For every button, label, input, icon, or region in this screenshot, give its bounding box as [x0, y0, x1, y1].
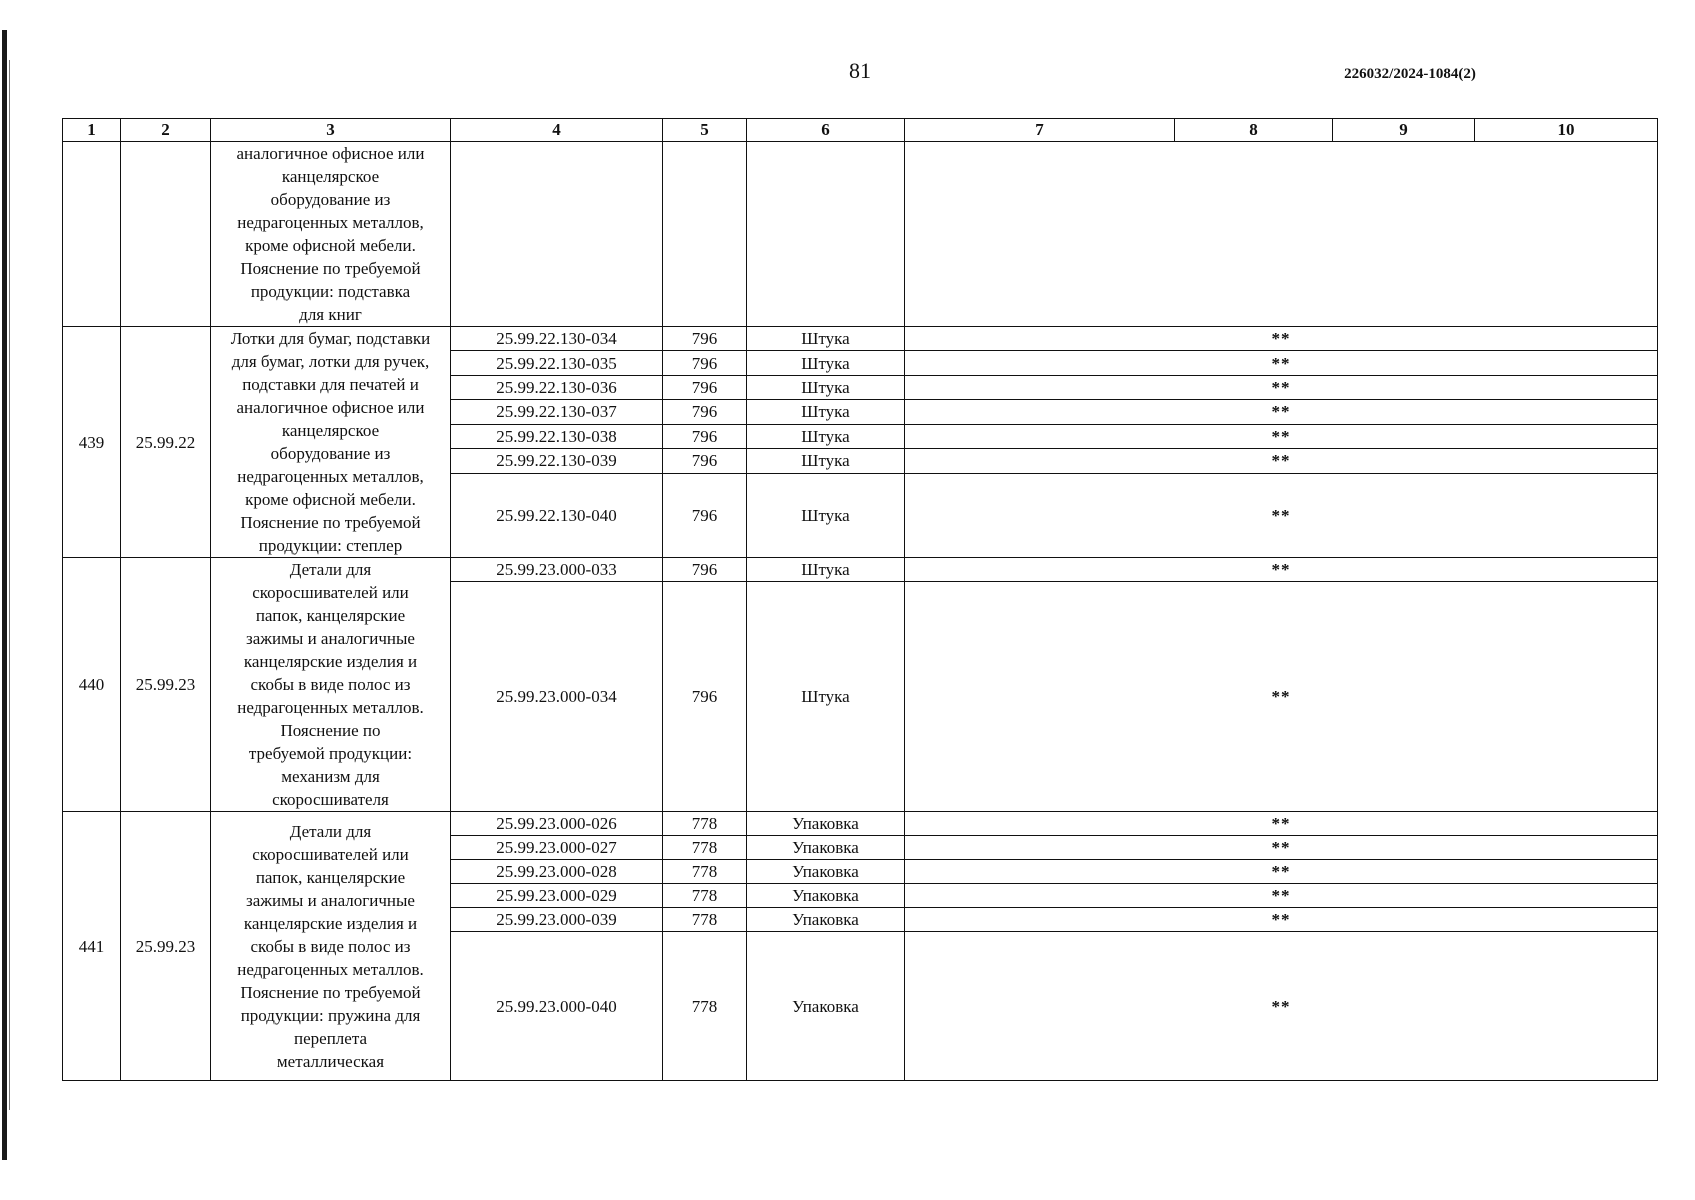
table-row [63, 812, 1658, 836]
okei-cell: 778 [663, 884, 747, 908]
num-cell: 441 [63, 812, 121, 1081]
okei-cell: 796 [663, 400, 747, 424]
code-cell: 25.99.23.000-034 [451, 582, 663, 812]
unit-cell: Штука [747, 327, 905, 351]
description-cell: Детали для скоросшивателей или папок, канцелярские зажимы и аналогичные канцелярские изделия и скобы в виде полос из недрагоценных металлов. Пояснение по требуемой продукции: механизм для скоросшивателя [211, 558, 451, 812]
okpd-cell: 25.99.23 [121, 558, 211, 812]
okpd-cell: 25.99.22 [121, 327, 211, 558]
code-cell: 25.99.23.000-027 [451, 836, 663, 860]
column-header: 6 [747, 119, 905, 142]
column-header: 5 [663, 119, 747, 142]
okei-cell: 778 [663, 860, 747, 884]
num-cell [63, 142, 121, 327]
column-header: 7 [905, 119, 1175, 142]
num-cell: 440 [63, 558, 121, 812]
unit-cell: Упаковка [747, 812, 905, 836]
characteristics-cell: ** [905, 375, 1658, 399]
okei-cell: 778 [663, 908, 747, 932]
code-cell: 25.99.23.000-026 [451, 812, 663, 836]
unit-cell: Штука [747, 582, 905, 812]
characteristics-cell: ** [905, 908, 1658, 932]
unit-cell: Упаковка [747, 860, 905, 884]
unit-cell: Штука [747, 400, 905, 424]
column-header: 9 [1333, 119, 1475, 142]
unit-cell: Штука [747, 424, 905, 448]
column-header: 1 [63, 119, 121, 142]
code-cell: 25.99.22.130-039 [451, 449, 663, 473]
unit-cell: Штука [747, 449, 905, 473]
characteristics-cell: ** [905, 449, 1658, 473]
code-cell: 25.99.23.000-040 [451, 932, 663, 1081]
code-cell: 25.99.22.130-040 [451, 473, 663, 557]
unit-cell: Штука [747, 558, 905, 582]
code-cell: 25.99.23.000-029 [451, 884, 663, 908]
characteristics-cell: ** [905, 351, 1658, 375]
unit-cell: Штука [747, 375, 905, 399]
column-header: 3 [211, 119, 451, 142]
document-id: 226032/2024-1084(2) [1344, 66, 1476, 82]
okpd-cell [121, 142, 211, 327]
scan-edge-mark [2, 30, 7, 1160]
characteristics-cell: ** [905, 582, 1658, 812]
column-header: 8 [1175, 119, 1333, 142]
unit-cell: Штука [747, 351, 905, 375]
table-row [63, 558, 1658, 582]
description-cell: Детали для скоросшивателей или папок, канцелярские зажимы и аналогичные канцелярские изделия и скобы в виде полос из недрагоценных металлов. Пояснение по требуемой продукции: пружина для переплета металлическая [211, 812, 451, 1081]
unit-cell: Упаковка [747, 884, 905, 908]
characteristics-cell: ** [905, 812, 1658, 836]
table-row-continued [63, 142, 1658, 327]
characteristics-cell: ** [905, 400, 1658, 424]
unit-cell: Упаковка [747, 908, 905, 932]
column-header: 2 [121, 119, 211, 142]
column-header: 4 [451, 119, 663, 142]
column-header-row [63, 119, 1658, 142]
characteristics-cell: ** [905, 473, 1658, 557]
scan-edge-line [9, 60, 10, 1110]
unit-cell: Упаковка [747, 932, 905, 1081]
characteristics-cell: ** [905, 884, 1658, 908]
okpd-cell: 25.99.23 [121, 812, 211, 1081]
okei-cell: 796 [663, 351, 747, 375]
products-table [62, 118, 1658, 1081]
characteristics-cell [905, 142, 1658, 327]
okei-cell: 778 [663, 812, 747, 836]
okei-cell [663, 142, 747, 327]
code-cell: 25.99.23.000-039 [451, 908, 663, 932]
column-header: 10 [1475, 119, 1658, 142]
characteristics-cell: ** [905, 424, 1658, 448]
okei-cell: 796 [663, 424, 747, 448]
unit-cell [747, 142, 905, 327]
table-row [63, 327, 1658, 351]
okei-cell: 796 [663, 473, 747, 557]
characteristics-cell: ** [905, 558, 1658, 582]
code-cell: 25.99.22.130-036 [451, 375, 663, 399]
okei-cell: 796 [663, 327, 747, 351]
characteristics-cell: ** [905, 860, 1658, 884]
characteristics-cell: ** [905, 932, 1658, 1081]
unit-cell: Упаковка [747, 836, 905, 860]
code-cell: 25.99.23.000-028 [451, 860, 663, 884]
okei-cell: 796 [663, 558, 747, 582]
code-cell [451, 142, 663, 327]
code-cell: 25.99.22.130-035 [451, 351, 663, 375]
code-cell: 25.99.22.130-037 [451, 400, 663, 424]
okei-cell: 796 [663, 375, 747, 399]
characteristics-cell: ** [905, 327, 1658, 351]
code-cell: 25.99.22.130-034 [451, 327, 663, 351]
characteristics-cell: ** [905, 836, 1658, 860]
okei-cell: 778 [663, 836, 747, 860]
code-cell: 25.99.23.000-033 [451, 558, 663, 582]
code-cell: 25.99.22.130-038 [451, 424, 663, 448]
description-cell: аналогичное офисное или канцелярское оборудование из недрагоценных металлов, кроме офисной мебели. Пояснение по требуемой продукции: подставка для книг [211, 142, 451, 327]
okei-cell: 778 [663, 932, 747, 1081]
num-cell: 439 [63, 327, 121, 558]
okei-cell: 796 [663, 582, 747, 812]
description-cell: Лотки для бумаг, подставки для бумаг, лотки для ручек, подставки для печатей и аналогичное офисное или канцелярское оборудование из недрагоценных металлов, кроме офисной мебели. Пояснение по требуемой продукции: степлер [211, 327, 451, 558]
page-number: 81 [849, 58, 871, 83]
unit-cell: Штука [747, 473, 905, 557]
okei-cell: 796 [663, 449, 747, 473]
